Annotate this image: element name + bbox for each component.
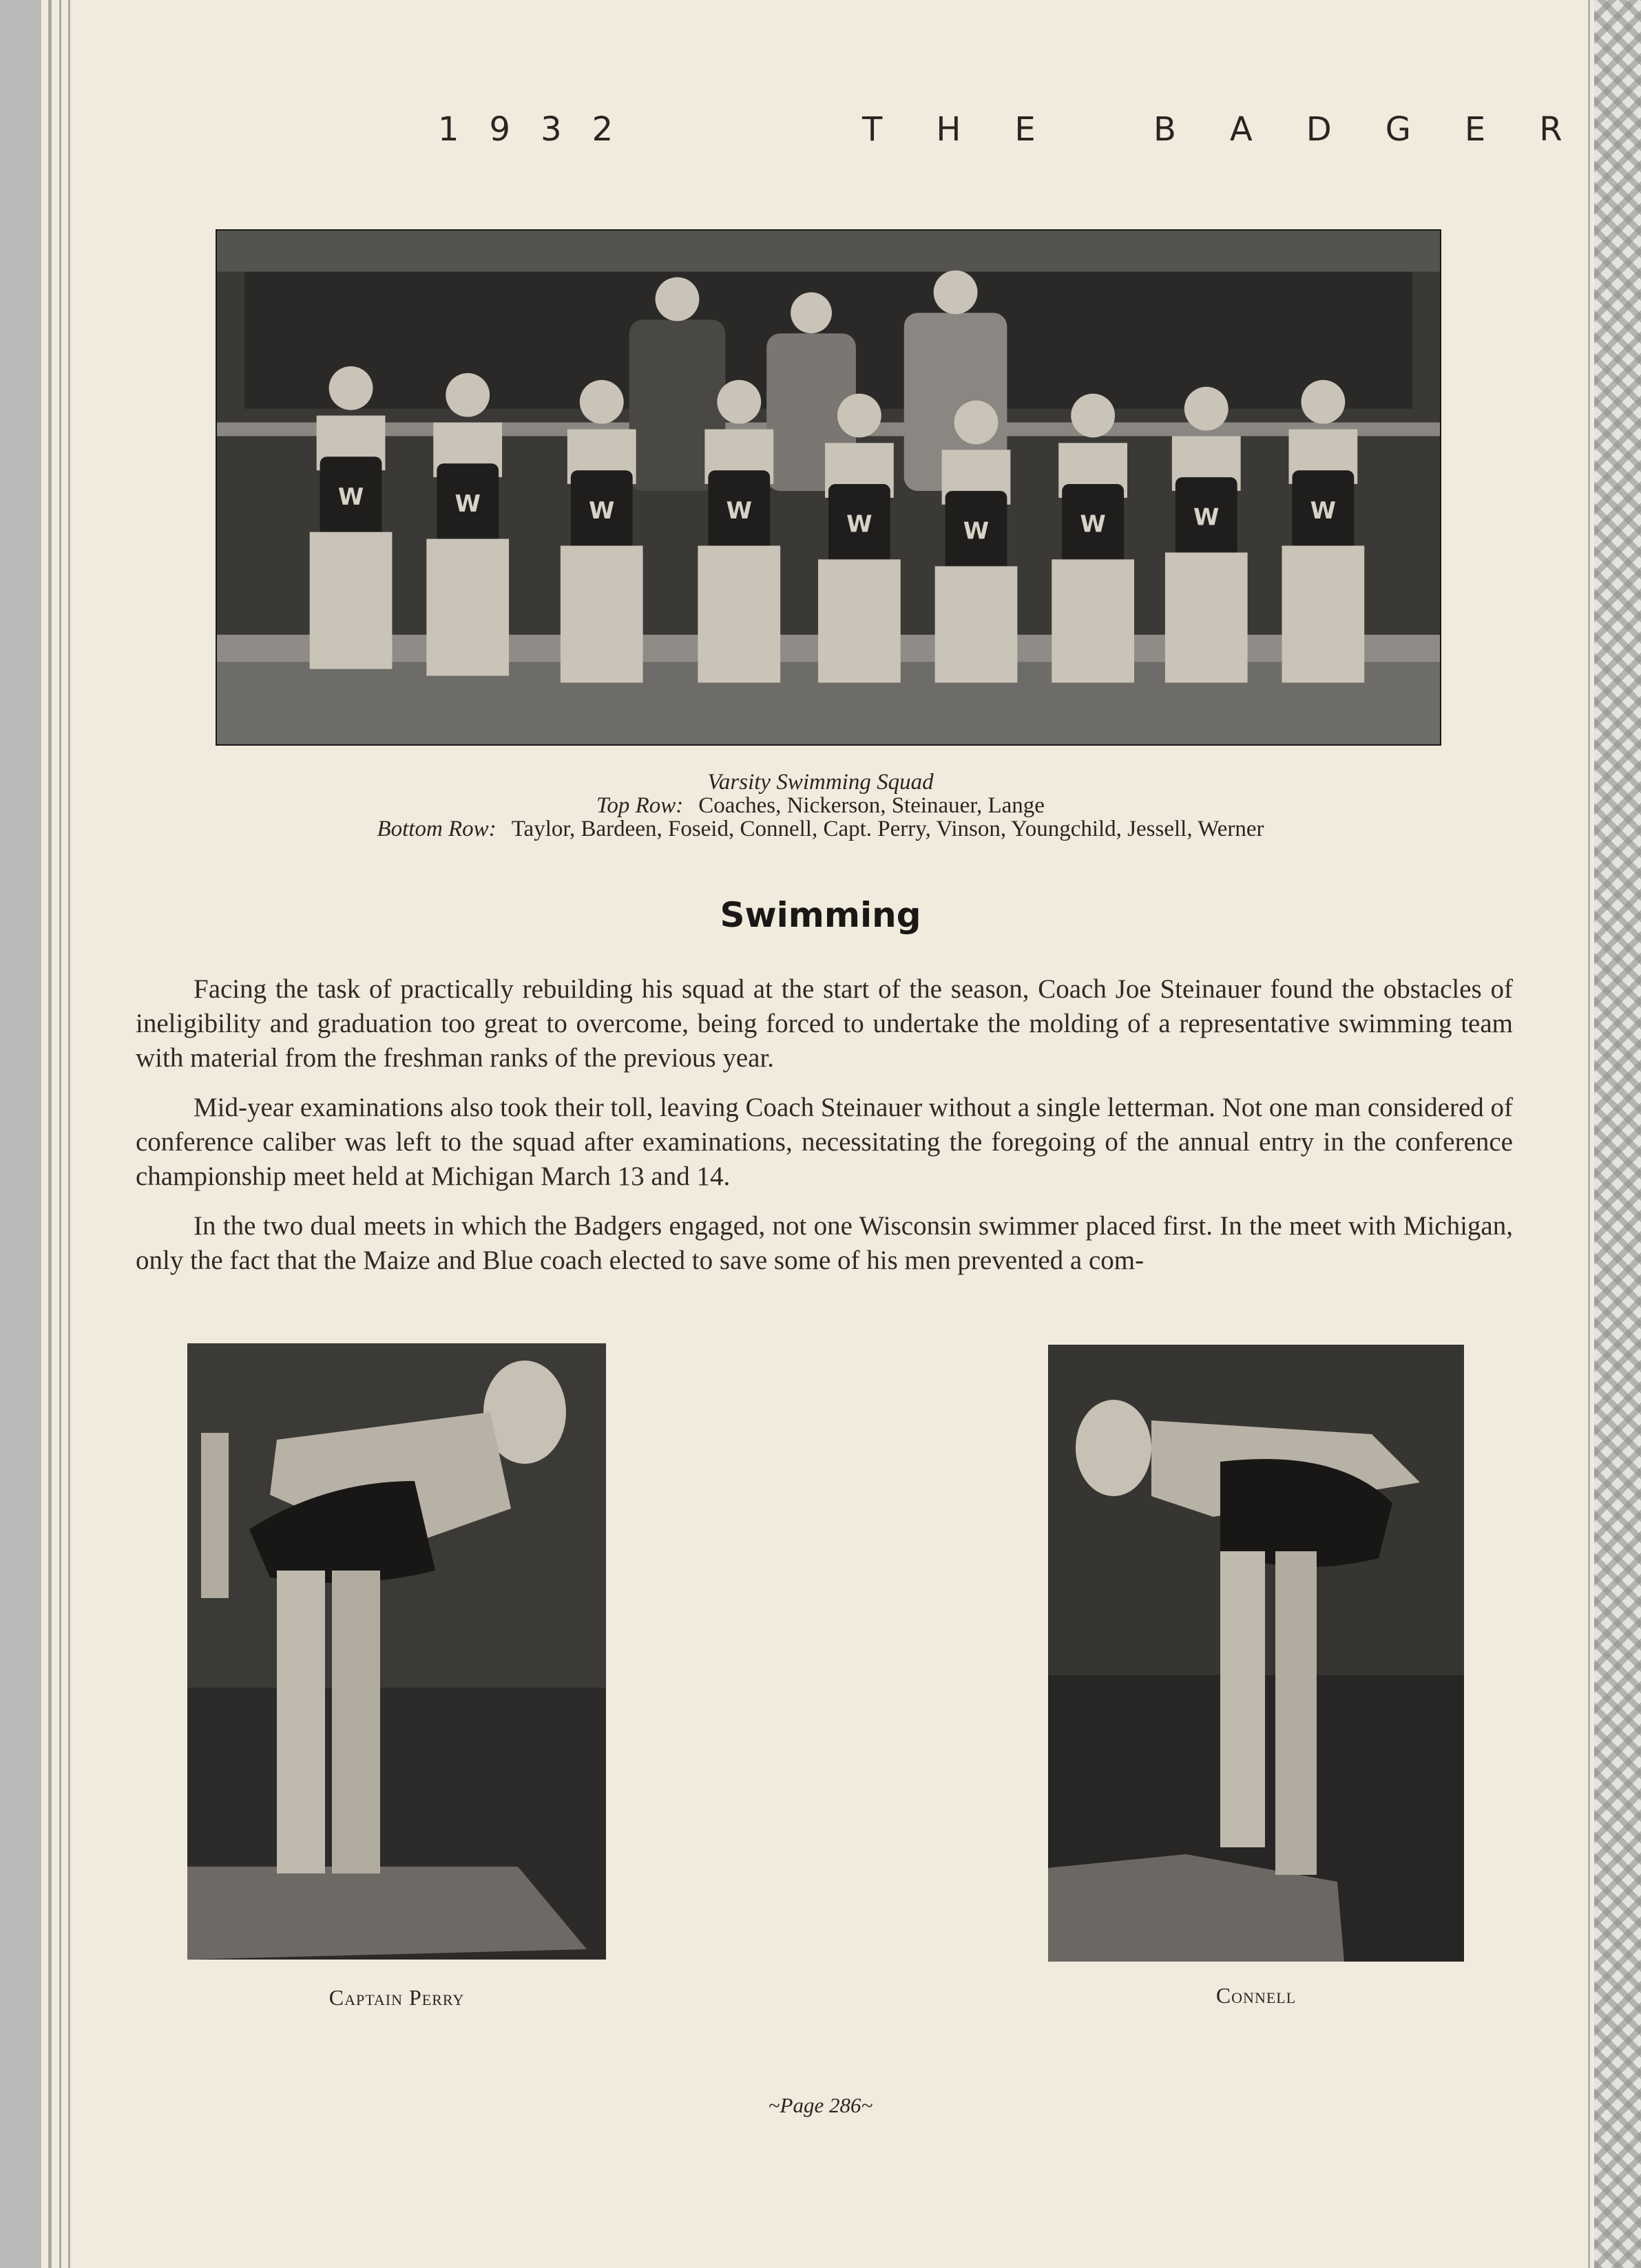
bottom-row-label: Bottom Row:	[377, 817, 497, 841]
suit-letter: W	[1080, 510, 1106, 538]
suit-letter: W	[1193, 503, 1220, 531]
bottom-row-caption	[0, 817, 1641, 842]
team-photo	[216, 229, 1441, 746]
page-header	[0, 110, 1641, 158]
paragraph: Mid-year examinations also took their toll, leaving Coach Steinauer without a single letterman. Not one man considered of conference caliber was left to the squad after examinations, necessitating the foregoing of the annual entry in the conference championship meet held at Michigan March 13 and 14.	[136, 1093, 1513, 1191]
suit-letter: W	[846, 510, 872, 538]
top-row-names: Coaches, Nickerson, Steinauer, Lange	[698, 793, 1045, 818]
border-rule	[59, 0, 61, 2268]
connell-photo	[1048, 1345, 1464, 1962]
header-title: THE BADGER	[862, 110, 1616, 149]
paragraph: In the two dual meets in which the Badgers engaged, not one Wisconsin swimmer placed first. In the meet with Michigan, only the fact that the Maize and Blue coach elected to save some of his men prevented a com-	[136, 1211, 1513, 1275]
header-year: 1932	[438, 110, 644, 149]
suit-letter: W	[726, 496, 753, 524]
captain-perry-photo	[187, 1343, 606, 1960]
top-row-label: Top Row:	[596, 793, 684, 818]
suit-letter: W	[963, 517, 990, 545]
page-number: ~Page 286~	[768, 2093, 873, 2117]
suit-letter: W	[1310, 496, 1337, 524]
top-row-caption	[0, 793, 1641, 819]
suit-letter: W	[337, 483, 364, 510]
team-photo-title: Varsity Swimming Squad	[707, 770, 934, 795]
border-rule	[1588, 0, 1590, 2268]
suit-letter: W	[589, 496, 615, 524]
suit-letter: W	[454, 490, 481, 517]
bottom-row-names: Taylor, Bardeen, Foseid, Connell, Capt. Perry, Vinson, Youngchild, Jessell, Werner	[511, 817, 1264, 841]
article-body	[136, 972, 1513, 1293]
decorative-border	[1594, 0, 1641, 2268]
connell-caption: Connell	[1215, 1983, 1297, 2008]
border-rule	[48, 0, 52, 2268]
captain-perry-caption: Captain Perry	[328, 1985, 465, 2010]
binding-strip	[0, 0, 41, 2268]
border-rule	[68, 0, 70, 2268]
section-heading: Swimming	[720, 895, 921, 935]
paragraph: Facing the task of practically rebuilding his squad at the start of the season, Coach Joe Steinauer found the obstacles of ineligibility and graduation too great to overcome, being forced to undertake the molding of a representative swimming team with material from the freshman ranks of the previous year.	[136, 974, 1513, 1073]
